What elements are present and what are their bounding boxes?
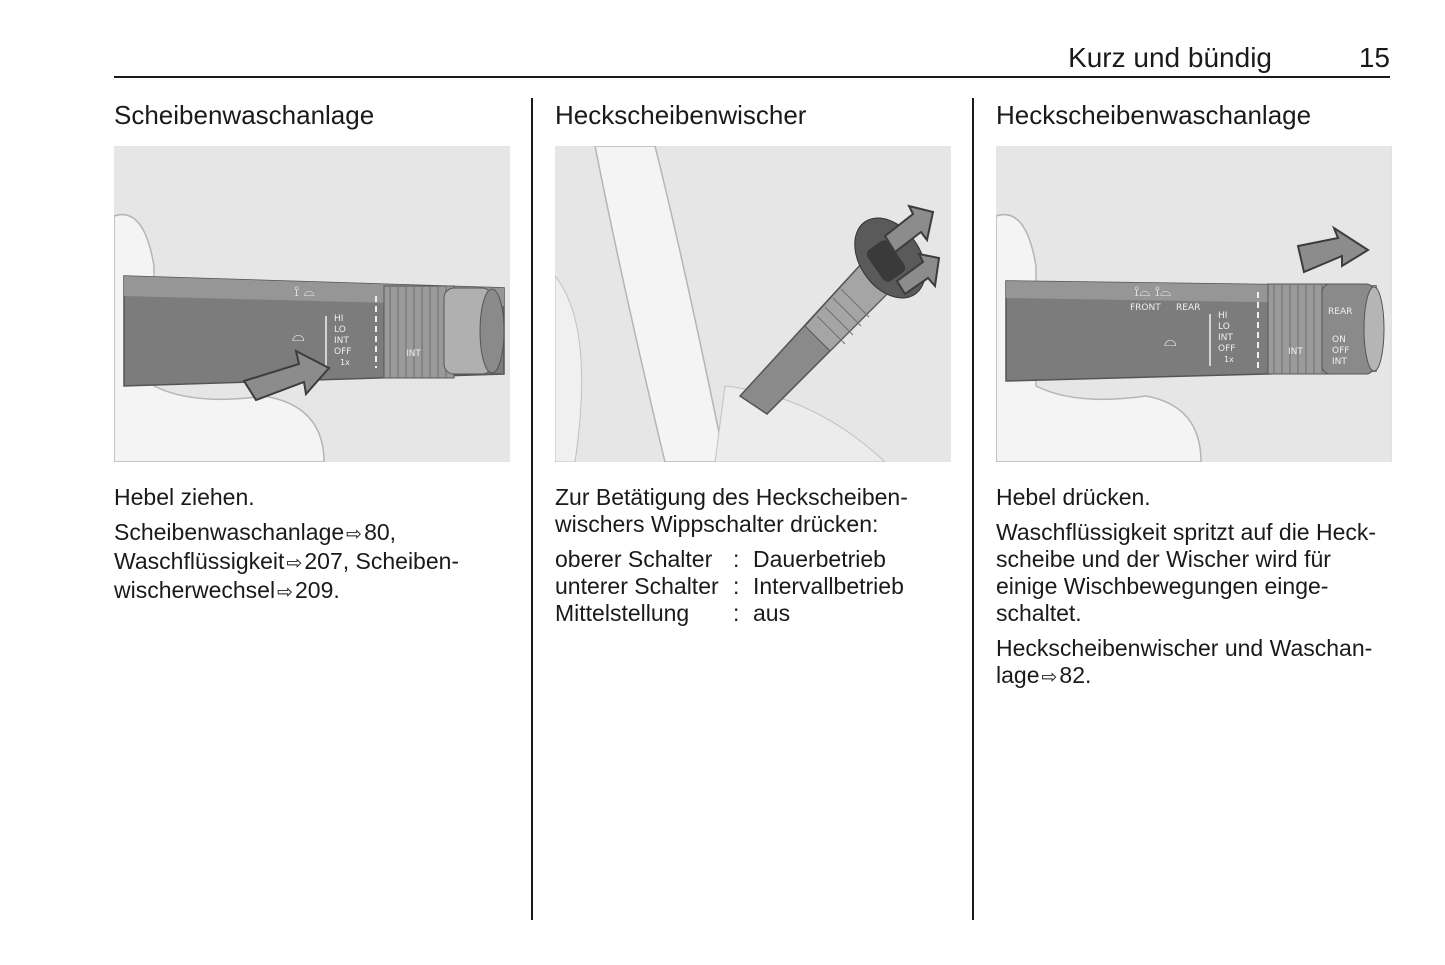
separator: : <box>733 600 740 626</box>
switch-position: Mittelstellung <box>555 600 690 626</box>
svg-text:⌓: ⌓ <box>292 326 305 345</box>
column-divider <box>972 98 974 920</box>
table-row <box>555 573 904 600</box>
reference-text: Scheibenwaschanlage ⇨80, Waschflüssigkeit ⇨207, Scheiben- wischerwechsel ⇨209. <box>114 519 510 606</box>
switch-position-label: HI <box>334 314 344 324</box>
switch-position-label: INT <box>334 336 349 346</box>
switch-position: unterer Schalter <box>555 573 719 599</box>
section-title: Kurz und bündig <box>1068 42 1272 73</box>
switch-function: aus <box>753 600 791 626</box>
column-rear-washer <box>996 98 1392 699</box>
switch-position-label: REAR <box>1176 303 1201 313</box>
reference-text: Heckscheibenwischer und Waschan-lage ⇨82. <box>996 635 1392 691</box>
instruction-text: Zur Betätigung des Heckscheiben-wischers Wippschalter drücken: <box>555 484 908 537</box>
switch-position-label: 1x <box>340 358 350 367</box>
page-reference-icon: ⇨ <box>286 553 303 574</box>
description-text: Waschflüssigkeit spritzt auf die Heck-scheibe und der Wischer wird für einige Wischbewegungen einge-schaltet. <box>996 519 1377 626</box>
page-header <box>114 38 1390 78</box>
switch-position-label: INT <box>1218 333 1233 343</box>
rear-wiper-rocker-switch-illustration <box>555 146 951 462</box>
switch-position-label: FRONT <box>1130 303 1161 313</box>
wiper-lever-push-illustration <box>996 146 1392 462</box>
switch-position-label: 1x <box>1224 355 1234 364</box>
column-title: Scheibenwaschanlage <box>114 100 375 130</box>
rear-switch-label: ON <box>1332 335 1346 345</box>
wiper-lever-pull-illustration <box>114 146 510 462</box>
page-reference-icon: ⇨ <box>277 582 293 603</box>
rear-switch-label: REAR <box>1328 307 1353 317</box>
switch-position-table <box>555 546 904 627</box>
switch-position-label: OFF <box>1218 344 1236 354</box>
switch-position-label: LO <box>334 325 346 335</box>
page-reference-icon: ⇨ <box>1041 667 1058 688</box>
column-title: Heckscheibenwischer <box>555 100 807 130</box>
instruction-text: Hebel ziehen. <box>114 484 255 510</box>
column-windscreen-washer <box>114 98 510 614</box>
table-row <box>555 600 904 627</box>
switch-position-label: HI <box>1218 311 1228 321</box>
column-rear-wiper <box>555 98 951 627</box>
page-number: 15 <box>1358 42 1390 73</box>
svg-text:⟟ ⌓: ⟟ ⌓ <box>294 284 315 300</box>
switch-function: Intervallbetrieb <box>753 573 904 599</box>
switch-position-label: OFF <box>334 347 352 357</box>
rear-switch-label: OFF <box>1332 346 1350 356</box>
svg-text:⟟⌓ ⟟⌓: ⟟⌓ ⟟⌓ <box>1134 284 1172 300</box>
switch-position-label: LO <box>1218 322 1230 332</box>
column-title: Heckscheibenwaschanlage <box>996 100 1312 130</box>
table-row <box>555 546 904 573</box>
separator: : <box>733 573 740 599</box>
column-divider <box>531 98 533 920</box>
ring-label: INT <box>406 349 421 359</box>
switch-position: oberer Schalter <box>555 546 713 572</box>
svg-text:⌓: ⌓ <box>1164 331 1177 350</box>
switch-function: Dauerbetrieb <box>753 546 886 572</box>
instruction-text: Hebel drücken. <box>996 484 1151 510</box>
page-reference-icon: ⇨ <box>346 524 363 545</box>
separator: : <box>733 546 740 572</box>
ring-label: INT <box>1288 347 1303 357</box>
rear-switch-label: INT <box>1332 357 1347 367</box>
